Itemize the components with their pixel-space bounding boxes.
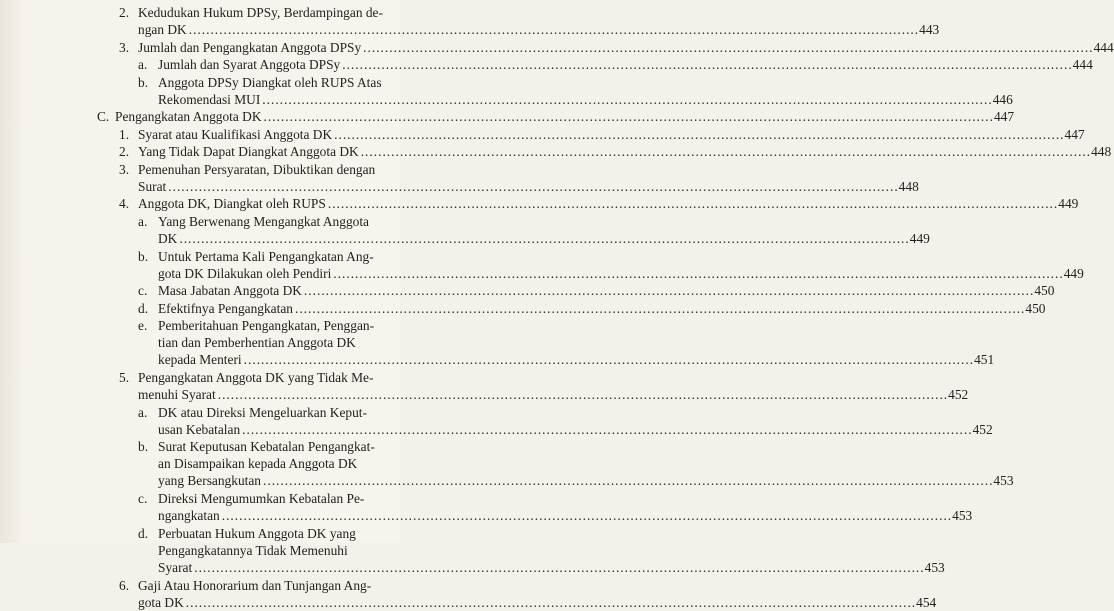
- toc-entry-number: a.: [138, 404, 148, 420]
- toc-page-number: 449: [909, 230, 930, 246]
- toc-entry-number: 1.: [119, 126, 130, 142]
- toc-page-number: 452: [948, 387, 969, 403]
- toc-entry[interactable]: [138, 300, 1046, 317]
- toc-page-number: 449: [1063, 265, 1084, 281]
- dot-leader: [262, 91, 992, 108]
- dot-leader: [222, 507, 952, 524]
- toc-page-number: 452: [972, 421, 993, 437]
- toc-page-number: 443: [919, 22, 940, 37]
- toc-entry[interactable]: [119, 577, 937, 611]
- toc-page-number: 451: [974, 352, 995, 368]
- toc-entry-title-line: ngan DK: [138, 22, 187, 37]
- toc-entry-number: c.: [138, 491, 148, 507]
- toc-entry-title-line: DK: [158, 230, 178, 246]
- dot-leader: [295, 300, 1025, 317]
- toc-entry[interactable]: [119, 4, 940, 38]
- dot-leader: [189, 21, 919, 38]
- dot-leader: [264, 108, 994, 125]
- toc-entry-title-line: Direksi Mengumumkan Kebatalan Pe-: [158, 491, 365, 507]
- toc-entry-title-line: Rekomendasi MUI: [158, 91, 261, 107]
- toc-entry-number: 2.: [119, 144, 130, 160]
- toc-entry-number: 2.: [119, 5, 130, 20]
- dot-leader: [168, 178, 898, 195]
- toc-page-number: 449: [1058, 196, 1079, 212]
- toc-entry-title-line: Pengangkatan Anggota DK yang Tidak Me-: [138, 370, 374, 386]
- dot-leader: [363, 39, 1093, 56]
- toc-entry-number: 4.: [119, 196, 130, 212]
- dot-leader: [334, 126, 1064, 143]
- toc-page-number: 450: [1034, 283, 1055, 299]
- toc-entry-number: d.: [138, 300, 149, 316]
- toc-entry-number: a.: [138, 57, 148, 73]
- dot-leader: [179, 230, 909, 247]
- toc-entry-title-line: Pengangkatannya Tidak Memenuhi: [158, 543, 348, 559]
- toc-entry-title-line: Syarat: [158, 560, 193, 576]
- toc-entry-title-line: Efektifnya Pengangkatan: [158, 300, 293, 316]
- toc-entry-title-line: Kedudukan Hukum DPSy, Berdampingan de-: [138, 5, 383, 20]
- toc-entry-number: 3.: [119, 39, 130, 55]
- toc-entry-title-line: Anggota DPSy Diangkat oleh RUPS Atas: [158, 74, 382, 90]
- toc-entry-title-line: ngangkatan: [158, 508, 220, 524]
- toc-entry-title-line: gota DK Dilakukan oleh Pendiri: [158, 265, 332, 281]
- toc-page-number: 448: [898, 178, 919, 194]
- toc-entry[interactable]: [138, 404, 993, 438]
- toc-page-number: 444: [1072, 57, 1093, 73]
- toc-entry[interactable]: [138, 490, 973, 524]
- toc-entry-title-line: usan Kebatalan: [158, 421, 241, 437]
- dot-leader: [218, 386, 948, 403]
- dot-leader: [342, 56, 1072, 73]
- toc-entry-number: c.: [138, 283, 148, 299]
- toc-entry[interactable]: [119, 195, 1079, 212]
- toc-entry[interactable]: [138, 317, 995, 368]
- toc-page-number: 453: [924, 560, 945, 576]
- toc-entry[interactable]: [119, 369, 969, 403]
- toc-entry-title-line: Syarat atau Kualifikasi Anggota DK: [138, 126, 333, 142]
- toc-entry-title-line: gota DK: [138, 595, 184, 611]
- toc-entry-title-line: Masa Jabatan Anggota DK: [158, 283, 302, 299]
- toc-entry-title-line: Yang Tidak Dapat Diangkat Anggota DK: [138, 144, 359, 160]
- toc-entry[interactable]: [97, 108, 1015, 125]
- toc-page-number: 454: [916, 595, 937, 611]
- toc-entry[interactable]: [138, 74, 1013, 108]
- toc-entry[interactable]: [138, 213, 930, 247]
- toc-entry-number: 6.: [119, 578, 130, 594]
- toc-entry-title-line: Jumlah dan Syarat Anggota DPSy: [158, 57, 341, 73]
- toc-entry-number: b.: [138, 248, 149, 264]
- toc-entry[interactable]: [138, 525, 945, 576]
- toc-page-number: 444: [1093, 39, 1114, 55]
- toc-entry-title-line: Surat Keputusan Kebatalan Pengangkat-: [158, 439, 375, 455]
- toc-entry-title-line: Untuk Pertama Kali Pengangkatan Ang-: [158, 248, 374, 264]
- toc-entry-number: b.: [138, 74, 149, 90]
- dot-leader: [242, 421, 972, 438]
- toc-page-number: 448: [1091, 144, 1112, 160]
- toc-entry-title-line: yang Bersangkutan: [158, 473, 262, 489]
- toc-entry-number: b.: [138, 439, 149, 455]
- toc-entry-title-line: tian dan Pemberhentian Anggota DK: [158, 335, 356, 351]
- toc-entry-title-line: Jumlah dan Pengangkatan Anggota DPSy: [138, 39, 362, 55]
- toc-entry-title-line: Yang Berwenang Mengangkat Anggota: [158, 213, 369, 229]
- toc-entry[interactable]: [119, 126, 1085, 143]
- dot-leader: [263, 472, 993, 489]
- toc-entry[interactable]: [138, 438, 1014, 489]
- toc-entry-number: a.: [138, 213, 148, 229]
- toc-entry[interactable]: [119, 143, 1112, 160]
- toc-entry-number: d.: [138, 526, 149, 542]
- toc-page-number: 447: [993, 109, 1015, 125]
- toc-entry-title-line: an Disampaikan kepada Anggota DK: [158, 456, 358, 472]
- toc-entry-title-line: Pengangkatan Anggota DK: [115, 109, 262, 125]
- toc-entry-number: C.: [97, 109, 110, 125]
- toc-entry[interactable]: [119, 161, 919, 195]
- toc-entry-title-line: DK atau Direksi Mengeluarkan Keput-: [158, 404, 367, 420]
- toc-entry-number: 3.: [119, 161, 130, 177]
- toc-entry-title-line: kepada Menteri: [158, 352, 242, 368]
- toc-entry[interactable]: [138, 248, 1084, 282]
- toc-page-number: 450: [1025, 300, 1046, 316]
- dot-leader: [304, 282, 1034, 299]
- dot-leader: [186, 594, 916, 611]
- toc-entry-number: 5.: [119, 370, 130, 386]
- toc-entry-title-line: Surat: [138, 178, 167, 194]
- dot-leader: [194, 559, 924, 576]
- dot-leader: [361, 143, 1091, 160]
- toc-entry-title-line: Gaji Atau Honorarium dan Tunjangan Ang-: [138, 578, 372, 594]
- toc-entry[interactable]: [138, 282, 1055, 299]
- toc-entry-title-line: Pemenuhan Persyaratan, Dibuktikan dengan: [138, 161, 376, 177]
- toc-entry[interactable]: [138, 56, 1093, 73]
- dot-leader: [328, 195, 1058, 212]
- toc-page-number: 453: [993, 473, 1014, 489]
- toc-page-number: 447: [1064, 126, 1085, 142]
- dot-leader: [244, 351, 974, 368]
- toc-entry-number: e.: [138, 318, 148, 334]
- toc-entry-title-line: menuhi Syarat: [138, 387, 216, 403]
- toc-page-number: 446: [992, 91, 1013, 107]
- toc-entry[interactable]: [119, 39, 1114, 56]
- toc-page-number: 453: [952, 508, 973, 524]
- toc-entry-title-line: Anggota DK, Diangkat oleh RUPS: [138, 196, 326, 212]
- toc-entry-title-line: Perbuatan Hukum Anggota DK yang: [158, 526, 356, 542]
- toc-entry-title-line: Pemberitahuan Pengangkatan, Penggan-: [158, 318, 375, 334]
- dot-leader: [333, 265, 1063, 282]
